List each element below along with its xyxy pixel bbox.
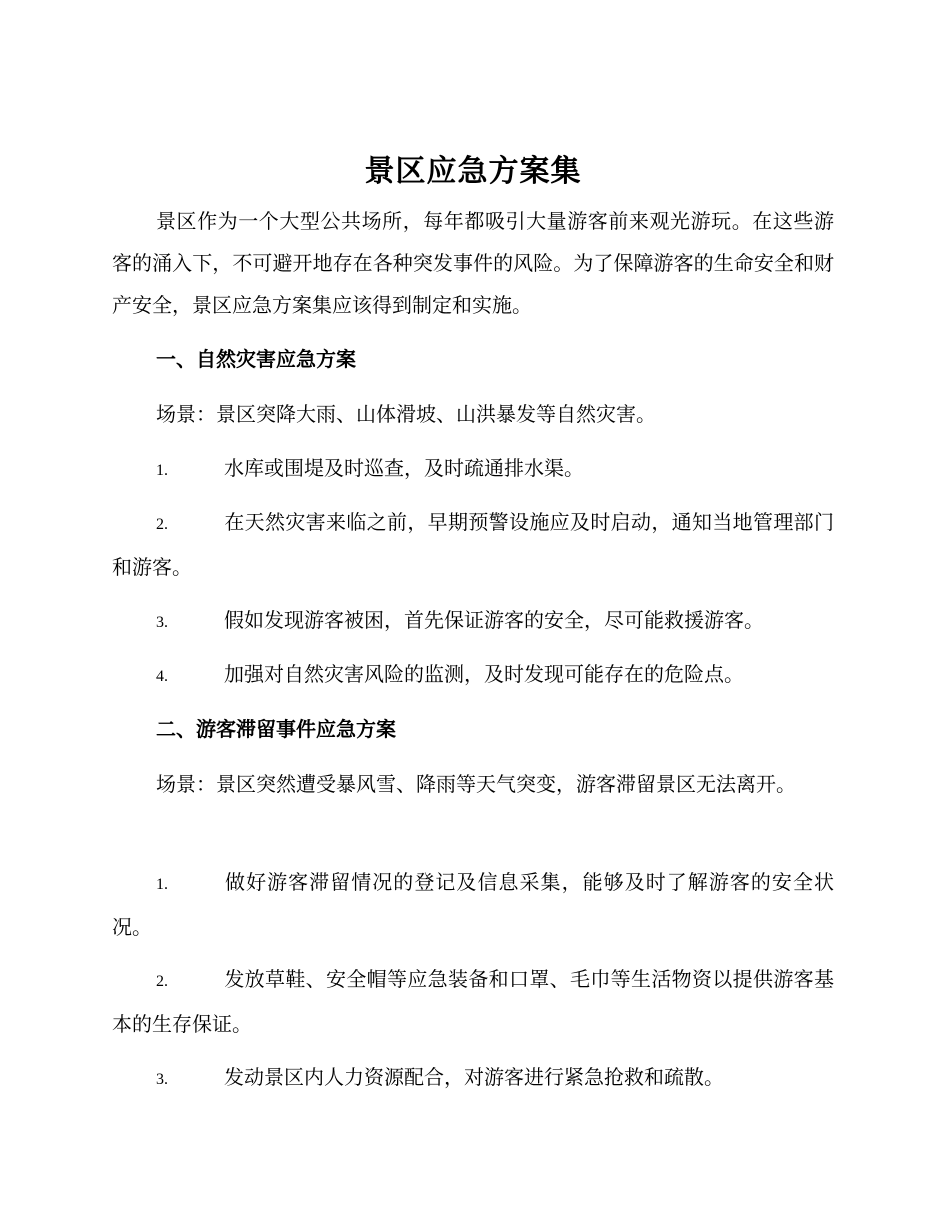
list-item-number: 1. bbox=[156, 876, 168, 893]
section-scene: 场景：景区突降大雨、山体滑坡、山洪暴发等自然灾害。 bbox=[156, 402, 656, 426]
section-scene: 场景：景区突然遭受暴风雪、降雨等天气突变，游客滞留景区无法离开。 bbox=[156, 772, 796, 796]
intro-paragraph: 景区作为一个大型公共场所，每年都吸引大量游客前来观光游玩。在这些游客的涌入下，不可避开地存在各种突发事件的风险。为了保障游客的生命安全和财产安全，景区应急方案集应该得到制定和实施。 bbox=[112, 209, 834, 317]
list-item-text: 在天然灾害来临之前，早期预警设施应及时启动，通知当地管理部门和游客。 bbox=[112, 510, 834, 579]
list-item-text: 发放草鞋、安全帽等应急装备和口罩、毛巾等生活物资以提供游客基本的生存保证。 bbox=[112, 967, 834, 1036]
list-item bbox=[112, 958, 834, 1045]
section-heading-natural-disaster: 一、自然灾害应急方案 bbox=[156, 347, 356, 371]
list-item-text: 发动景区内人力资源配合，对游客进行紧急抢救和疏散。 bbox=[224, 1065, 724, 1089]
document-title: 景区应急方案集 bbox=[364, 154, 582, 189]
list-item-number: 3. bbox=[156, 1071, 168, 1088]
list-item-number: 3. bbox=[156, 614, 168, 631]
list-item bbox=[112, 599, 834, 644]
list-item-number: 2. bbox=[156, 516, 168, 533]
list-item-number: 4. bbox=[156, 668, 168, 685]
list-item bbox=[112, 501, 834, 588]
list-item-number: 1. bbox=[156, 462, 168, 479]
list-item-text: 水库或围堤及时巡查，及时疏通排水渠。 bbox=[224, 456, 584, 480]
list-item bbox=[112, 1056, 834, 1101]
section-heading-tourist-stranded: 二、游客滞留事件应急方案 bbox=[156, 717, 396, 741]
list-item-number: 2. bbox=[156, 973, 168, 990]
list-item bbox=[112, 447, 834, 492]
list-item-text: 假如发现游客被困，首先保证游客的安全，尽可能救援游客。 bbox=[224, 608, 764, 632]
list-item bbox=[112, 653, 834, 698]
list-item-text: 做好游客滞留情况的登记及信息采集，能够及时了解游客的安全状况。 bbox=[112, 870, 834, 939]
list-item bbox=[112, 861, 834, 948]
list-item-text: 加强对自然灾害风险的监测，及时发现可能存在的危险点。 bbox=[224, 662, 744, 686]
